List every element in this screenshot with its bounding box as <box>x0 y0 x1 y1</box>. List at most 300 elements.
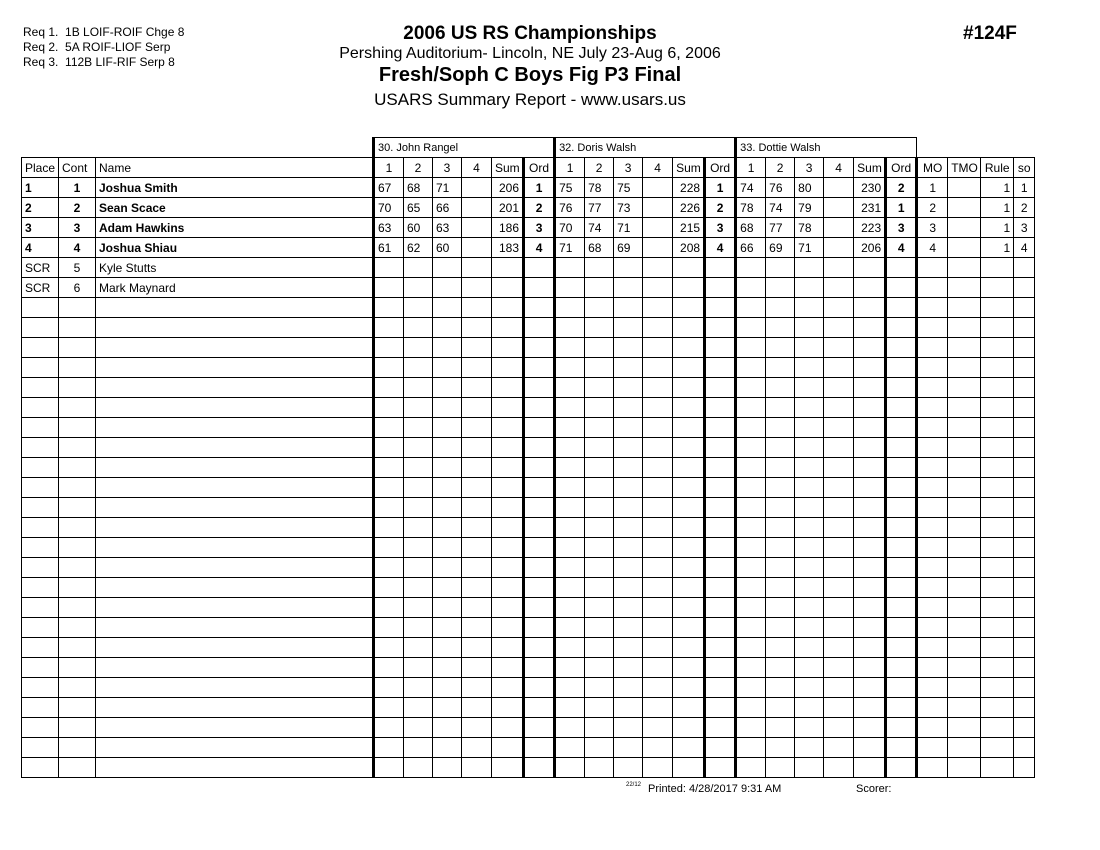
empty-cell <box>524 498 555 518</box>
empty-cell <box>96 718 374 738</box>
score-cell <box>374 278 404 298</box>
empty-cell <box>614 698 643 718</box>
empty-cell <box>673 478 705 498</box>
empty-cell <box>917 498 948 518</box>
empty-cell <box>886 418 917 438</box>
ord-cell: 4 <box>524 238 555 258</box>
empty-cell <box>555 638 585 658</box>
empty-cell <box>981 538 1014 558</box>
sum-cell: 215 <box>673 218 705 238</box>
empty-cell <box>614 338 643 358</box>
empty-cell <box>374 478 404 498</box>
empty-cell <box>96 578 374 598</box>
empty-cell <box>766 458 795 478</box>
empty-cell <box>59 358 96 378</box>
empty-cell <box>433 578 462 598</box>
empty-cell <box>824 498 854 518</box>
empty-cell <box>462 318 492 338</box>
empty-cell <box>524 618 555 638</box>
empty-cell <box>59 298 96 318</box>
empty-cell <box>492 538 524 558</box>
empty-cell <box>673 618 705 638</box>
score-cell <box>643 198 673 218</box>
empty-cell <box>854 378 886 398</box>
score-cell: 78 <box>585 178 614 198</box>
empty-cell <box>585 298 614 318</box>
score-cell <box>555 258 585 278</box>
empty-cell <box>854 578 886 598</box>
empty-cell <box>524 478 555 498</box>
score-cell: 66 <box>433 198 462 218</box>
col-place: Place <box>22 158 59 178</box>
place-cell: 3 <box>22 218 59 238</box>
mo-cell: 3 <box>917 218 948 238</box>
empty-cell <box>59 558 96 578</box>
empty-cell <box>705 298 736 318</box>
empty-cell <box>555 678 585 698</box>
cont-cell: 3 <box>59 218 96 238</box>
empty-cell <box>492 598 524 618</box>
empty-cell <box>614 718 643 738</box>
empty-cell <box>705 358 736 378</box>
empty-cell <box>673 378 705 398</box>
empty-cell <box>854 718 886 738</box>
col-name: Name <box>96 158 374 178</box>
empty-cell <box>854 358 886 378</box>
table-row <box>22 198 1035 218</box>
empty-cell <box>1014 558 1035 578</box>
sum-cell <box>492 258 524 278</box>
empty-cell <box>492 438 524 458</box>
score-cell <box>462 178 492 198</box>
empty-cell <box>614 418 643 438</box>
col-mark: 2 <box>585 158 614 178</box>
empty-cell <box>22 318 59 338</box>
empty-cell <box>673 538 705 558</box>
ord-cell <box>524 278 555 298</box>
score-cell: 61 <box>374 238 404 258</box>
score-cell: 73 <box>614 198 643 218</box>
col-mark: 2 <box>766 158 795 178</box>
empty-cell <box>96 338 374 358</box>
judges-header-row <box>22 138 1035 158</box>
empty-cell <box>948 738 981 758</box>
col-mark: 1 <box>555 158 585 178</box>
empty-cell <box>22 498 59 518</box>
empty-cell <box>524 418 555 438</box>
score-cell <box>614 278 643 298</box>
score-cell: 66 <box>736 238 766 258</box>
table-row <box>22 278 1035 298</box>
empty-cell <box>766 358 795 378</box>
empty-cell <box>766 638 795 658</box>
score-cell <box>643 238 673 258</box>
score-cell <box>462 218 492 238</box>
score-cell: 71 <box>614 218 643 238</box>
empty-cell <box>795 678 824 698</box>
empty-cell <box>795 418 824 438</box>
empty-cell <box>404 318 433 338</box>
empty-cell <box>766 318 795 338</box>
empty-cell <box>585 678 614 698</box>
empty-cell <box>795 558 824 578</box>
empty-cell <box>643 458 673 478</box>
empty-cell <box>917 398 948 418</box>
mo-cell: 2 <box>917 198 948 218</box>
empty-cell <box>433 538 462 558</box>
empty-cell <box>22 458 59 478</box>
empty-cell <box>374 578 404 598</box>
score-cell <box>462 238 492 258</box>
empty-cell <box>1014 538 1035 558</box>
empty-cell <box>917 518 948 538</box>
empty-cell <box>585 438 614 458</box>
empty-cell <box>22 518 59 538</box>
score-cell <box>824 238 854 258</box>
empty-cell <box>886 578 917 598</box>
empty-cell <box>22 718 59 738</box>
empty-cell <box>948 338 981 358</box>
score-cell <box>795 278 824 298</box>
empty-cell <box>462 498 492 518</box>
judge-name: 33. Dottie Walsh <box>736 138 917 158</box>
empty-cell <box>555 538 585 558</box>
empty-cell <box>614 598 643 618</box>
empty-cell <box>981 298 1014 318</box>
empty-cell <box>22 638 59 658</box>
ord-cell: 1 <box>886 198 917 218</box>
empty-cell <box>22 538 59 558</box>
empty-cell <box>981 498 1014 518</box>
so-cell: 2 <box>1014 198 1035 218</box>
empty-cell <box>673 678 705 698</box>
empty-cell <box>643 658 673 678</box>
empty-cell <box>1014 518 1035 538</box>
empty-cell <box>59 618 96 638</box>
empty-cell <box>948 438 981 458</box>
empty-cell <box>462 598 492 618</box>
ord-cell: 4 <box>886 238 917 258</box>
empty-cell <box>766 338 795 358</box>
tmo-cell <box>948 278 981 298</box>
empty-cell <box>22 598 59 618</box>
empty-cell <box>824 418 854 438</box>
empty-cell <box>492 578 524 598</box>
empty-cell <box>854 438 886 458</box>
empty-cell <box>673 518 705 538</box>
empty-cell <box>736 538 766 558</box>
score-cell <box>462 278 492 298</box>
empty-cell <box>948 498 981 518</box>
empty-cell <box>981 558 1014 578</box>
empty-row <box>22 618 1035 638</box>
empty-cell <box>555 518 585 538</box>
empty-cell <box>1014 758 1035 778</box>
empty-cell <box>673 578 705 598</box>
col-sum: Sum <box>854 158 886 178</box>
empty-cell <box>374 458 404 478</box>
empty-cell <box>673 758 705 778</box>
empty-cell <box>824 338 854 358</box>
empty-cell <box>524 438 555 458</box>
empty-cell <box>404 638 433 658</box>
empty-row <box>22 338 1035 358</box>
empty-row <box>22 378 1035 398</box>
empty-cell <box>462 658 492 678</box>
empty-cell <box>886 638 917 658</box>
sum-cell: 186 <box>492 218 524 238</box>
empty-cell <box>374 398 404 418</box>
empty-cell <box>1014 498 1035 518</box>
empty-cell <box>766 738 795 758</box>
report-subtitle: USARS Summary Report - www.usars.us <box>374 90 686 109</box>
col-ord: Ord <box>524 158 555 178</box>
empty-cell <box>948 398 981 418</box>
score-cell: 78 <box>795 218 824 238</box>
requirements-list <box>23 25 184 70</box>
score-cell: 69 <box>614 238 643 258</box>
score-cell <box>643 258 673 278</box>
col-mark: 1 <box>374 158 404 178</box>
empty-cell <box>854 698 886 718</box>
empty-cell <box>736 498 766 518</box>
sum-cell <box>492 278 524 298</box>
empty-cell <box>824 618 854 638</box>
empty-cell <box>766 398 795 418</box>
empty-cell <box>854 638 886 658</box>
empty-cell <box>643 618 673 638</box>
empty-cell <box>705 618 736 638</box>
empty-cell <box>22 418 59 438</box>
empty-cell <box>492 378 524 398</box>
empty-cell <box>374 338 404 358</box>
empty-cell <box>948 718 981 738</box>
empty-cell <box>705 578 736 598</box>
ord-cell: 2 <box>886 178 917 198</box>
table-row <box>22 218 1035 238</box>
empty-cell <box>404 718 433 738</box>
empty-cell <box>374 638 404 658</box>
skater-name: Adam Hawkins <box>96 218 374 238</box>
empty-cell <box>673 598 705 618</box>
ord-cell <box>886 278 917 298</box>
empty-cell <box>824 438 854 458</box>
empty-row <box>22 698 1035 718</box>
score-cell <box>824 218 854 238</box>
empty-cell <box>433 678 462 698</box>
ord-cell: 1 <box>524 178 555 198</box>
skater-name: Mark Maynard <box>96 278 374 298</box>
empty-cell <box>824 318 854 338</box>
empty-cell <box>886 738 917 758</box>
empty-cell <box>614 738 643 758</box>
empty-cell <box>555 418 585 438</box>
empty-cell <box>854 538 886 558</box>
empty-cell <box>948 518 981 538</box>
empty-cell <box>824 658 854 678</box>
ord-cell <box>705 278 736 298</box>
empty-cell <box>705 438 736 458</box>
place-cell: 2 <box>22 198 59 218</box>
score-cell <box>824 178 854 198</box>
empty-cell <box>886 478 917 498</box>
empty-cell <box>614 318 643 338</box>
mo-cell <box>917 258 948 278</box>
empty-cell <box>433 378 462 398</box>
empty-cell <box>1014 598 1035 618</box>
empty-cell <box>585 758 614 778</box>
empty-cell <box>433 658 462 678</box>
ord-cell: 3 <box>886 218 917 238</box>
empty-cell <box>673 558 705 578</box>
empty-cell <box>59 318 96 338</box>
empty-cell <box>585 698 614 718</box>
empty-cell <box>404 538 433 558</box>
empty-cell <box>643 418 673 438</box>
empty-cell <box>886 678 917 698</box>
empty-cell <box>524 318 555 338</box>
empty-cell <box>492 558 524 578</box>
empty-cell <box>766 498 795 518</box>
col-mark: 3 <box>614 158 643 178</box>
score-cell <box>824 278 854 298</box>
col-mark: 4 <box>643 158 673 178</box>
empty-cell <box>462 458 492 478</box>
empty-cell <box>917 758 948 778</box>
empty-cell <box>374 498 404 518</box>
empty-cell <box>795 438 824 458</box>
empty-cell <box>59 478 96 498</box>
empty-cell <box>705 458 736 478</box>
empty-cell <box>643 438 673 458</box>
col-sum: Sum <box>492 158 524 178</box>
empty-cell <box>433 398 462 418</box>
empty-cell <box>948 658 981 678</box>
empty-cell <box>614 658 643 678</box>
empty-cell <box>981 618 1014 638</box>
empty-cell <box>404 398 433 418</box>
empty-row <box>22 358 1035 378</box>
empty-cell <box>673 338 705 358</box>
empty-cell <box>492 478 524 498</box>
empty-cell <box>766 678 795 698</box>
empty-cell <box>59 338 96 358</box>
empty-cell <box>886 458 917 478</box>
empty-cell <box>555 758 585 778</box>
empty-cell <box>374 318 404 338</box>
score-cell: 69 <box>766 238 795 258</box>
empty-cell <box>404 358 433 378</box>
col-mo: MO <box>917 158 948 178</box>
skater-name: Joshua Smith <box>96 178 374 198</box>
empty-cell <box>673 358 705 378</box>
ord-cell: 2 <box>524 198 555 218</box>
empty-cell <box>886 338 917 358</box>
empty-cell <box>795 638 824 658</box>
empty-cell <box>795 658 824 678</box>
empty-cell <box>404 498 433 518</box>
empty-cell <box>1014 418 1035 438</box>
empty-cell <box>433 338 462 358</box>
score-cell <box>643 218 673 238</box>
empty-cell <box>22 678 59 698</box>
empty-cell <box>705 758 736 778</box>
empty-cell <box>433 418 462 438</box>
empty-cell <box>492 318 524 338</box>
empty-cell <box>492 658 524 678</box>
empty-cell <box>736 638 766 658</box>
empty-cell <box>643 378 673 398</box>
empty-cell <box>462 698 492 718</box>
empty-cell <box>705 738 736 758</box>
empty-cell <box>643 738 673 758</box>
empty-cell <box>981 478 1014 498</box>
empty-cell <box>404 698 433 718</box>
empty-row <box>22 718 1035 738</box>
empty-cell <box>462 438 492 458</box>
empty-cell <box>736 518 766 538</box>
empty-cell <box>705 418 736 438</box>
event-code: #124F <box>963 23 1017 44</box>
empty-row <box>22 438 1035 458</box>
score-cell: 70 <box>555 218 585 238</box>
empty-cell <box>462 298 492 318</box>
empty-cell <box>643 638 673 658</box>
sum-cell: 201 <box>492 198 524 218</box>
empty-cell <box>736 358 766 378</box>
empty-cell <box>824 698 854 718</box>
empty-cell <box>1014 678 1035 698</box>
table-row <box>22 178 1035 198</box>
empty-cell <box>981 438 1014 458</box>
empty-cell <box>705 498 736 518</box>
so-cell: 4 <box>1014 238 1035 258</box>
empty-cell <box>643 338 673 358</box>
empty-cell <box>492 338 524 358</box>
empty-cell <box>374 538 404 558</box>
column-header-row <box>22 158 1035 178</box>
empty-cell <box>524 658 555 678</box>
empty-cell <box>824 738 854 758</box>
empty-cell <box>462 418 492 438</box>
empty-cell <box>917 538 948 558</box>
empty-cell <box>555 438 585 458</box>
empty-cell <box>555 378 585 398</box>
empty-cell <box>524 558 555 578</box>
empty-cell <box>705 398 736 418</box>
empty-cell <box>643 698 673 718</box>
empty-cell <box>673 458 705 478</box>
empty-cell <box>981 398 1014 418</box>
empty-cell <box>614 378 643 398</box>
empty-cell <box>643 718 673 738</box>
empty-cell <box>643 398 673 418</box>
empty-cell <box>433 638 462 658</box>
empty-cell <box>673 298 705 318</box>
empty-cell <box>462 578 492 598</box>
empty-cell <box>462 738 492 758</box>
score-cell: 68 <box>404 178 433 198</box>
empty-cell <box>614 438 643 458</box>
empty-cell <box>705 378 736 398</box>
empty-cell <box>1014 478 1035 498</box>
empty-cell <box>524 758 555 778</box>
empty-cell <box>614 758 643 778</box>
empty-cell <box>96 758 374 778</box>
empty-cell <box>643 678 673 698</box>
sum-cell: 183 <box>492 238 524 258</box>
empty-cell <box>462 338 492 358</box>
